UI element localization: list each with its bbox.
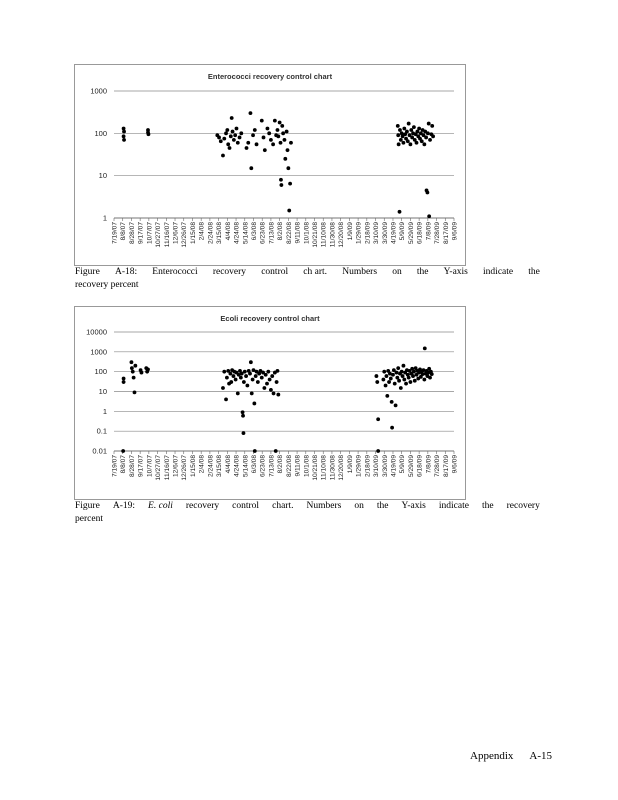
- data-point: [407, 122, 411, 126]
- data-point: [401, 374, 405, 378]
- x-tick-label: 12/20/08: [338, 222, 346, 248]
- data-point: [428, 376, 432, 380]
- caption-word: Y-axis: [443, 267, 468, 277]
- x-tick-label: 12/26/07: [181, 455, 189, 481]
- ecoli-chart-svg: [74, 306, 466, 500]
- x-tick-label: 11/30/08: [329, 455, 337, 481]
- caption-word: Enterococci: [152, 267, 198, 277]
- data-point: [387, 380, 391, 384]
- data-point: [146, 368, 150, 372]
- data-point: [249, 111, 253, 115]
- x-tick-label: 8/2/08: [277, 455, 285, 474]
- data-point: [260, 376, 264, 380]
- data-point: [232, 138, 236, 142]
- data-point: [130, 366, 134, 370]
- x-tick-label: 5/29/09: [407, 222, 415, 244]
- data-point: [229, 134, 233, 138]
- data-point: [427, 122, 431, 126]
- x-tick-label: 8/8/07: [120, 222, 128, 241]
- caption-word: the: [528, 267, 540, 277]
- data-point: [422, 142, 426, 146]
- x-tick-label: 2/24/08: [207, 455, 215, 477]
- data-point: [283, 138, 287, 142]
- caption-word: A-19:: [112, 501, 136, 511]
- y-tick-label: 10000: [86, 327, 107, 337]
- data-point: [263, 148, 267, 152]
- data-point: [222, 137, 226, 141]
- data-point: [389, 377, 393, 381]
- x-tick-label: 7/19/07: [111, 455, 119, 477]
- x-tick-label: 8/28/07: [128, 455, 136, 477]
- data-point: [243, 370, 247, 374]
- y-tick-label: 1000: [90, 347, 107, 357]
- y-tick-label: 1000: [90, 86, 107, 96]
- chart-title: Ecoli recovery control chart: [220, 314, 320, 323]
- y-tick-label: 0.01: [92, 446, 107, 456]
- data-point: [225, 128, 229, 132]
- data-point: [254, 374, 258, 378]
- y-tick-label: 1: [102, 406, 107, 416]
- data-point: [228, 372, 232, 376]
- data-point: [253, 449, 257, 453]
- data-point: [140, 371, 144, 375]
- data-point: [288, 182, 292, 186]
- ecoli-chart: [74, 306, 466, 500]
- data-point: [252, 402, 256, 406]
- data-point: [229, 380, 233, 384]
- data-point: [248, 372, 252, 376]
- data-point: [426, 131, 430, 135]
- data-point: [274, 449, 278, 453]
- data-point: [396, 366, 400, 370]
- x-tick-label: 10/7/07: [146, 455, 154, 477]
- x-tick-label: 10/1/08: [303, 455, 311, 477]
- figure-a19-caption-line2: percent: [75, 514, 103, 524]
- data-point: [390, 400, 394, 404]
- x-tick-label: 11/30/08: [329, 222, 337, 248]
- caption-word: Numbers: [342, 267, 378, 277]
- x-tick-label: 1/15/08: [189, 455, 197, 477]
- caption-word: A-18:: [114, 267, 138, 277]
- data-point: [285, 130, 289, 134]
- x-tick-label: 6/3/08: [250, 222, 258, 241]
- data-point: [232, 374, 236, 378]
- data-point: [249, 166, 253, 170]
- data-point: [415, 141, 419, 145]
- x-tick-label: 8/2/08: [277, 222, 285, 241]
- x-tick-label: 2/18/09: [364, 222, 372, 244]
- footer-label: Appendix: [470, 750, 514, 762]
- x-tick-label: 1/15/08: [189, 222, 197, 244]
- data-point: [275, 380, 279, 384]
- x-tick-label: 3/15/08: [216, 222, 224, 244]
- data-point: [228, 146, 232, 150]
- data-point: [268, 378, 272, 382]
- enterococci-chart-svg: [74, 64, 466, 266]
- x-tick-label: 9/6/09: [451, 222, 459, 241]
- data-point: [428, 138, 432, 142]
- data-point: [219, 139, 223, 143]
- data-point: [405, 130, 409, 134]
- data-point: [423, 346, 427, 350]
- x-tick-label: 8/22/08: [285, 222, 293, 244]
- x-tick-label: 4/19/09: [390, 455, 398, 477]
- data-point: [398, 210, 402, 214]
- caption-word: chart.: [272, 501, 294, 511]
- x-tick-label: 1/9/09: [346, 222, 354, 241]
- data-point: [241, 414, 245, 418]
- y-tick-label: 10: [98, 171, 107, 181]
- data-point: [122, 130, 126, 134]
- data-point: [394, 403, 398, 407]
- x-tick-label: 6/23/08: [259, 455, 267, 477]
- data-point: [283, 157, 287, 161]
- data-point: [239, 376, 243, 380]
- x-tick-label: 12/26/07: [181, 222, 189, 248]
- data-point: [280, 124, 284, 128]
- data-point: [271, 142, 275, 146]
- data-point: [385, 374, 389, 378]
- data-point: [130, 360, 134, 364]
- data-point: [395, 371, 399, 375]
- data-point: [251, 133, 255, 137]
- x-tick-label: 4/19/09: [390, 222, 398, 244]
- x-tick-label: 10/27/07: [155, 455, 163, 481]
- x-tick-label: 2/24/08: [207, 222, 215, 244]
- data-point: [396, 124, 400, 128]
- data-point: [399, 138, 403, 142]
- data-point: [279, 141, 283, 145]
- data-point: [269, 138, 273, 142]
- data-point: [391, 373, 395, 377]
- x-tick-label: 7/13/08: [268, 455, 276, 477]
- figure-a19-caption-line1: [75, 500, 540, 513]
- x-tick-label: 9/11/08: [294, 222, 302, 244]
- footer-page-number: A-15: [529, 750, 552, 762]
- data-point: [424, 136, 428, 140]
- data-point: [289, 141, 293, 145]
- caption-word: recovery: [212, 267, 247, 277]
- data-point: [402, 127, 406, 131]
- data-point: [376, 449, 380, 453]
- data-point: [409, 142, 413, 146]
- caption-word: control: [232, 501, 260, 511]
- data-point: [222, 370, 226, 374]
- x-tick-label: 7/8/09: [425, 222, 433, 241]
- data-point: [249, 360, 253, 364]
- x-tick-label: 4/24/08: [233, 222, 241, 244]
- x-tick-label: 9/6/09: [451, 455, 459, 474]
- x-tick-label: 6/18/09: [416, 222, 424, 244]
- data-point: [260, 119, 264, 123]
- data-point: [411, 374, 415, 378]
- x-tick-label: 7/28/09: [434, 222, 442, 244]
- x-tick-label: 4/4/08: [224, 222, 232, 241]
- x-tick-label: 3/30/09: [381, 222, 389, 244]
- y-tick-label: 100: [94, 367, 107, 377]
- y-tick-label: 10: [98, 387, 107, 396]
- caption-word: on: [354, 501, 364, 511]
- data-point: [406, 139, 410, 143]
- y-tick-label: 1: [102, 213, 107, 223]
- data-point: [131, 370, 135, 374]
- data-point: [221, 386, 225, 390]
- data-point: [286, 148, 290, 152]
- x-tick-label: 1/29/09: [355, 222, 363, 244]
- y-tick-label: 100: [94, 128, 107, 138]
- x-tick-label: 6/23/08: [259, 222, 267, 244]
- data-point: [250, 392, 254, 396]
- caption-word: E. coli: [148, 501, 173, 511]
- x-tick-label: 3/10/09: [373, 455, 381, 477]
- data-point: [245, 384, 249, 388]
- data-point: [420, 139, 424, 143]
- data-point: [422, 378, 426, 382]
- data-point: [272, 392, 276, 396]
- data-point: [236, 392, 240, 396]
- data-point: [269, 388, 273, 392]
- data-point: [385, 394, 389, 398]
- data-point: [256, 380, 260, 384]
- data-point: [409, 128, 413, 132]
- data-point: [132, 376, 136, 380]
- data-point: [397, 379, 401, 383]
- x-tick-label: 10/27/07: [155, 222, 163, 248]
- data-point: [264, 373, 268, 377]
- data-point: [253, 128, 257, 132]
- data-point: [231, 130, 235, 134]
- x-tick-label: 10/7/07: [146, 222, 154, 244]
- x-tick-label: 1/9/09: [346, 455, 354, 474]
- data-point: [221, 154, 225, 158]
- x-tick-label: 4/4/08: [224, 455, 232, 474]
- data-point: [245, 146, 249, 150]
- data-point: [409, 380, 413, 384]
- data-point: [426, 191, 430, 195]
- x-tick-label: 7/8/09: [425, 455, 433, 474]
- caption-word: the: [416, 267, 429, 277]
- caption-word: indicate: [438, 501, 469, 511]
- data-point: [266, 127, 270, 131]
- data-point: [279, 183, 283, 187]
- data-point: [375, 374, 379, 378]
- x-tick-label: 6/18/09: [416, 455, 424, 477]
- data-point: [281, 131, 285, 135]
- x-tick-label: 1/29/09: [355, 455, 363, 477]
- data-point: [246, 141, 250, 145]
- enterococci-chart: [74, 64, 466, 266]
- chart-title: Enterococci recovery control chart: [207, 72, 333, 81]
- data-point: [390, 426, 394, 430]
- x-tick-label: 8/28/07: [128, 222, 136, 244]
- x-tick-label: 4/24/08: [233, 455, 241, 477]
- data-point: [251, 378, 255, 382]
- data-point: [233, 133, 237, 137]
- data-point: [255, 142, 259, 146]
- data-point: [234, 378, 238, 382]
- data-point: [122, 380, 126, 384]
- caption-word: the: [481, 501, 494, 511]
- figure-a18-caption-line2: recovery percent: [75, 280, 139, 290]
- x-tick-label: 8/17/09: [442, 455, 450, 477]
- data-point: [122, 134, 126, 138]
- data-point: [122, 138, 126, 142]
- x-tick-label: 11/10/08: [320, 222, 328, 248]
- data-point: [266, 370, 270, 374]
- caption-word: Numbers: [306, 501, 342, 511]
- x-tick-label: 8/17/09: [442, 222, 450, 244]
- data-point: [430, 372, 434, 376]
- x-tick-label: 10/1/08: [303, 221, 311, 244]
- data-point: [122, 377, 126, 381]
- data-point: [270, 374, 274, 378]
- data-point: [262, 386, 266, 390]
- x-tick-label: 2/18/09: [364, 455, 372, 477]
- x-tick-label: 7/28/09: [434, 455, 442, 477]
- data-point: [430, 124, 434, 128]
- data-point: [217, 136, 221, 140]
- figure-a19-caption: [75, 500, 540, 526]
- x-tick-label: 5/14/08: [242, 222, 250, 244]
- data-point: [273, 119, 277, 123]
- data-point: [235, 127, 239, 131]
- x-tick-label: 2/4/08: [198, 455, 206, 474]
- data-point: [396, 133, 400, 137]
- x-tick-label: 3/15/08: [216, 455, 224, 477]
- data-point: [276, 134, 280, 138]
- data-point: [431, 134, 435, 138]
- data-point: [393, 382, 397, 386]
- data-point: [417, 127, 421, 131]
- data-point: [382, 370, 386, 374]
- caption-word: indicate: [483, 267, 514, 277]
- x-tick-label: 3/30/09: [381, 455, 389, 477]
- data-point: [226, 142, 230, 146]
- data-point: [397, 142, 401, 146]
- x-tick-label: 2/4/08: [198, 222, 206, 241]
- x-tick-label: 5/9/09: [399, 455, 407, 474]
- data-point: [242, 431, 246, 435]
- caption-word: recovery: [506, 501, 540, 511]
- data-point: [262, 136, 266, 140]
- x-tick-label: 9/11/08: [294, 455, 302, 477]
- data-point: [376, 417, 380, 421]
- x-tick-label: 11/16/07: [163, 455, 171, 481]
- x-tick-label: 6/3/08: [250, 455, 258, 474]
- data-point: [413, 379, 417, 383]
- caption-word: recovery: [185, 501, 220, 511]
- data-point: [375, 380, 379, 384]
- x-tick-label: 8/8/07: [120, 455, 128, 474]
- data-point: [427, 214, 431, 218]
- page-footer: [470, 750, 568, 762]
- figure-a18-caption: [75, 266, 540, 292]
- data-point: [384, 384, 388, 388]
- x-tick-label: 10/21/08: [312, 222, 320, 248]
- y-tick-label: 0.1: [96, 426, 107, 436]
- data-point: [398, 128, 402, 132]
- x-tick-label: 11/16/07: [163, 222, 171, 248]
- data-point: [402, 141, 406, 145]
- data-point: [238, 136, 242, 140]
- data-point: [133, 364, 137, 368]
- data-point: [230, 116, 234, 120]
- data-point: [121, 449, 125, 453]
- data-point: [224, 397, 228, 401]
- x-tick-label: 7/19/07: [111, 222, 119, 244]
- data-point: [133, 391, 137, 395]
- data-point: [402, 364, 406, 368]
- x-tick-label: 5/29/09: [407, 455, 415, 477]
- caption-word: Figure: [75, 501, 100, 511]
- caption-word: ch art.: [303, 267, 328, 277]
- data-point: [239, 131, 243, 135]
- x-tick-label: 9/17/07: [137, 455, 145, 477]
- x-tick-label: 3/10/09: [373, 222, 381, 244]
- data-point: [276, 393, 280, 397]
- x-tick-label: 8/22/08: [285, 455, 293, 477]
- data-point: [225, 376, 229, 380]
- caption-word: Figure: [75, 267, 100, 277]
- x-tick-label: 5/9/09: [399, 222, 407, 241]
- x-tick-label: 12/6/07: [172, 455, 180, 477]
- x-tick-label: 12/6/07: [172, 222, 180, 244]
- data-point: [265, 382, 269, 386]
- data-point: [381, 378, 385, 382]
- data-point: [279, 178, 283, 182]
- data-point: [276, 128, 280, 132]
- data-point: [276, 369, 280, 373]
- data-point: [241, 410, 245, 414]
- data-point: [407, 376, 411, 380]
- data-point: [404, 382, 408, 386]
- data-point: [400, 370, 404, 374]
- caption-word: Y-axis: [401, 501, 426, 511]
- data-point: [244, 374, 248, 378]
- figure-a18-caption-line1: [75, 266, 540, 279]
- x-tick-label: 5/14/08: [242, 455, 250, 477]
- x-tick-label: 7/13/08: [268, 222, 276, 244]
- data-point: [402, 378, 406, 382]
- caption-word: on: [392, 267, 402, 277]
- data-point: [224, 131, 228, 135]
- data-point: [242, 380, 246, 384]
- x-tick-label: 9/17/07: [137, 222, 145, 244]
- data-point: [267, 131, 271, 135]
- data-point: [287, 209, 291, 213]
- data-point: [412, 370, 416, 374]
- data-point: [236, 141, 240, 145]
- data-point: [278, 121, 282, 125]
- x-tick-label: 10/21/08: [312, 455, 320, 481]
- x-tick-label: 11/10/08: [320, 455, 328, 481]
- data-point: [412, 125, 416, 129]
- caption-word: the: [376, 501, 389, 511]
- x-tick-label: 12/20/08: [338, 455, 346, 481]
- data-point: [147, 132, 151, 136]
- data-point: [286, 166, 290, 170]
- data-point: [399, 386, 403, 390]
- caption-word: control: [261, 267, 289, 277]
